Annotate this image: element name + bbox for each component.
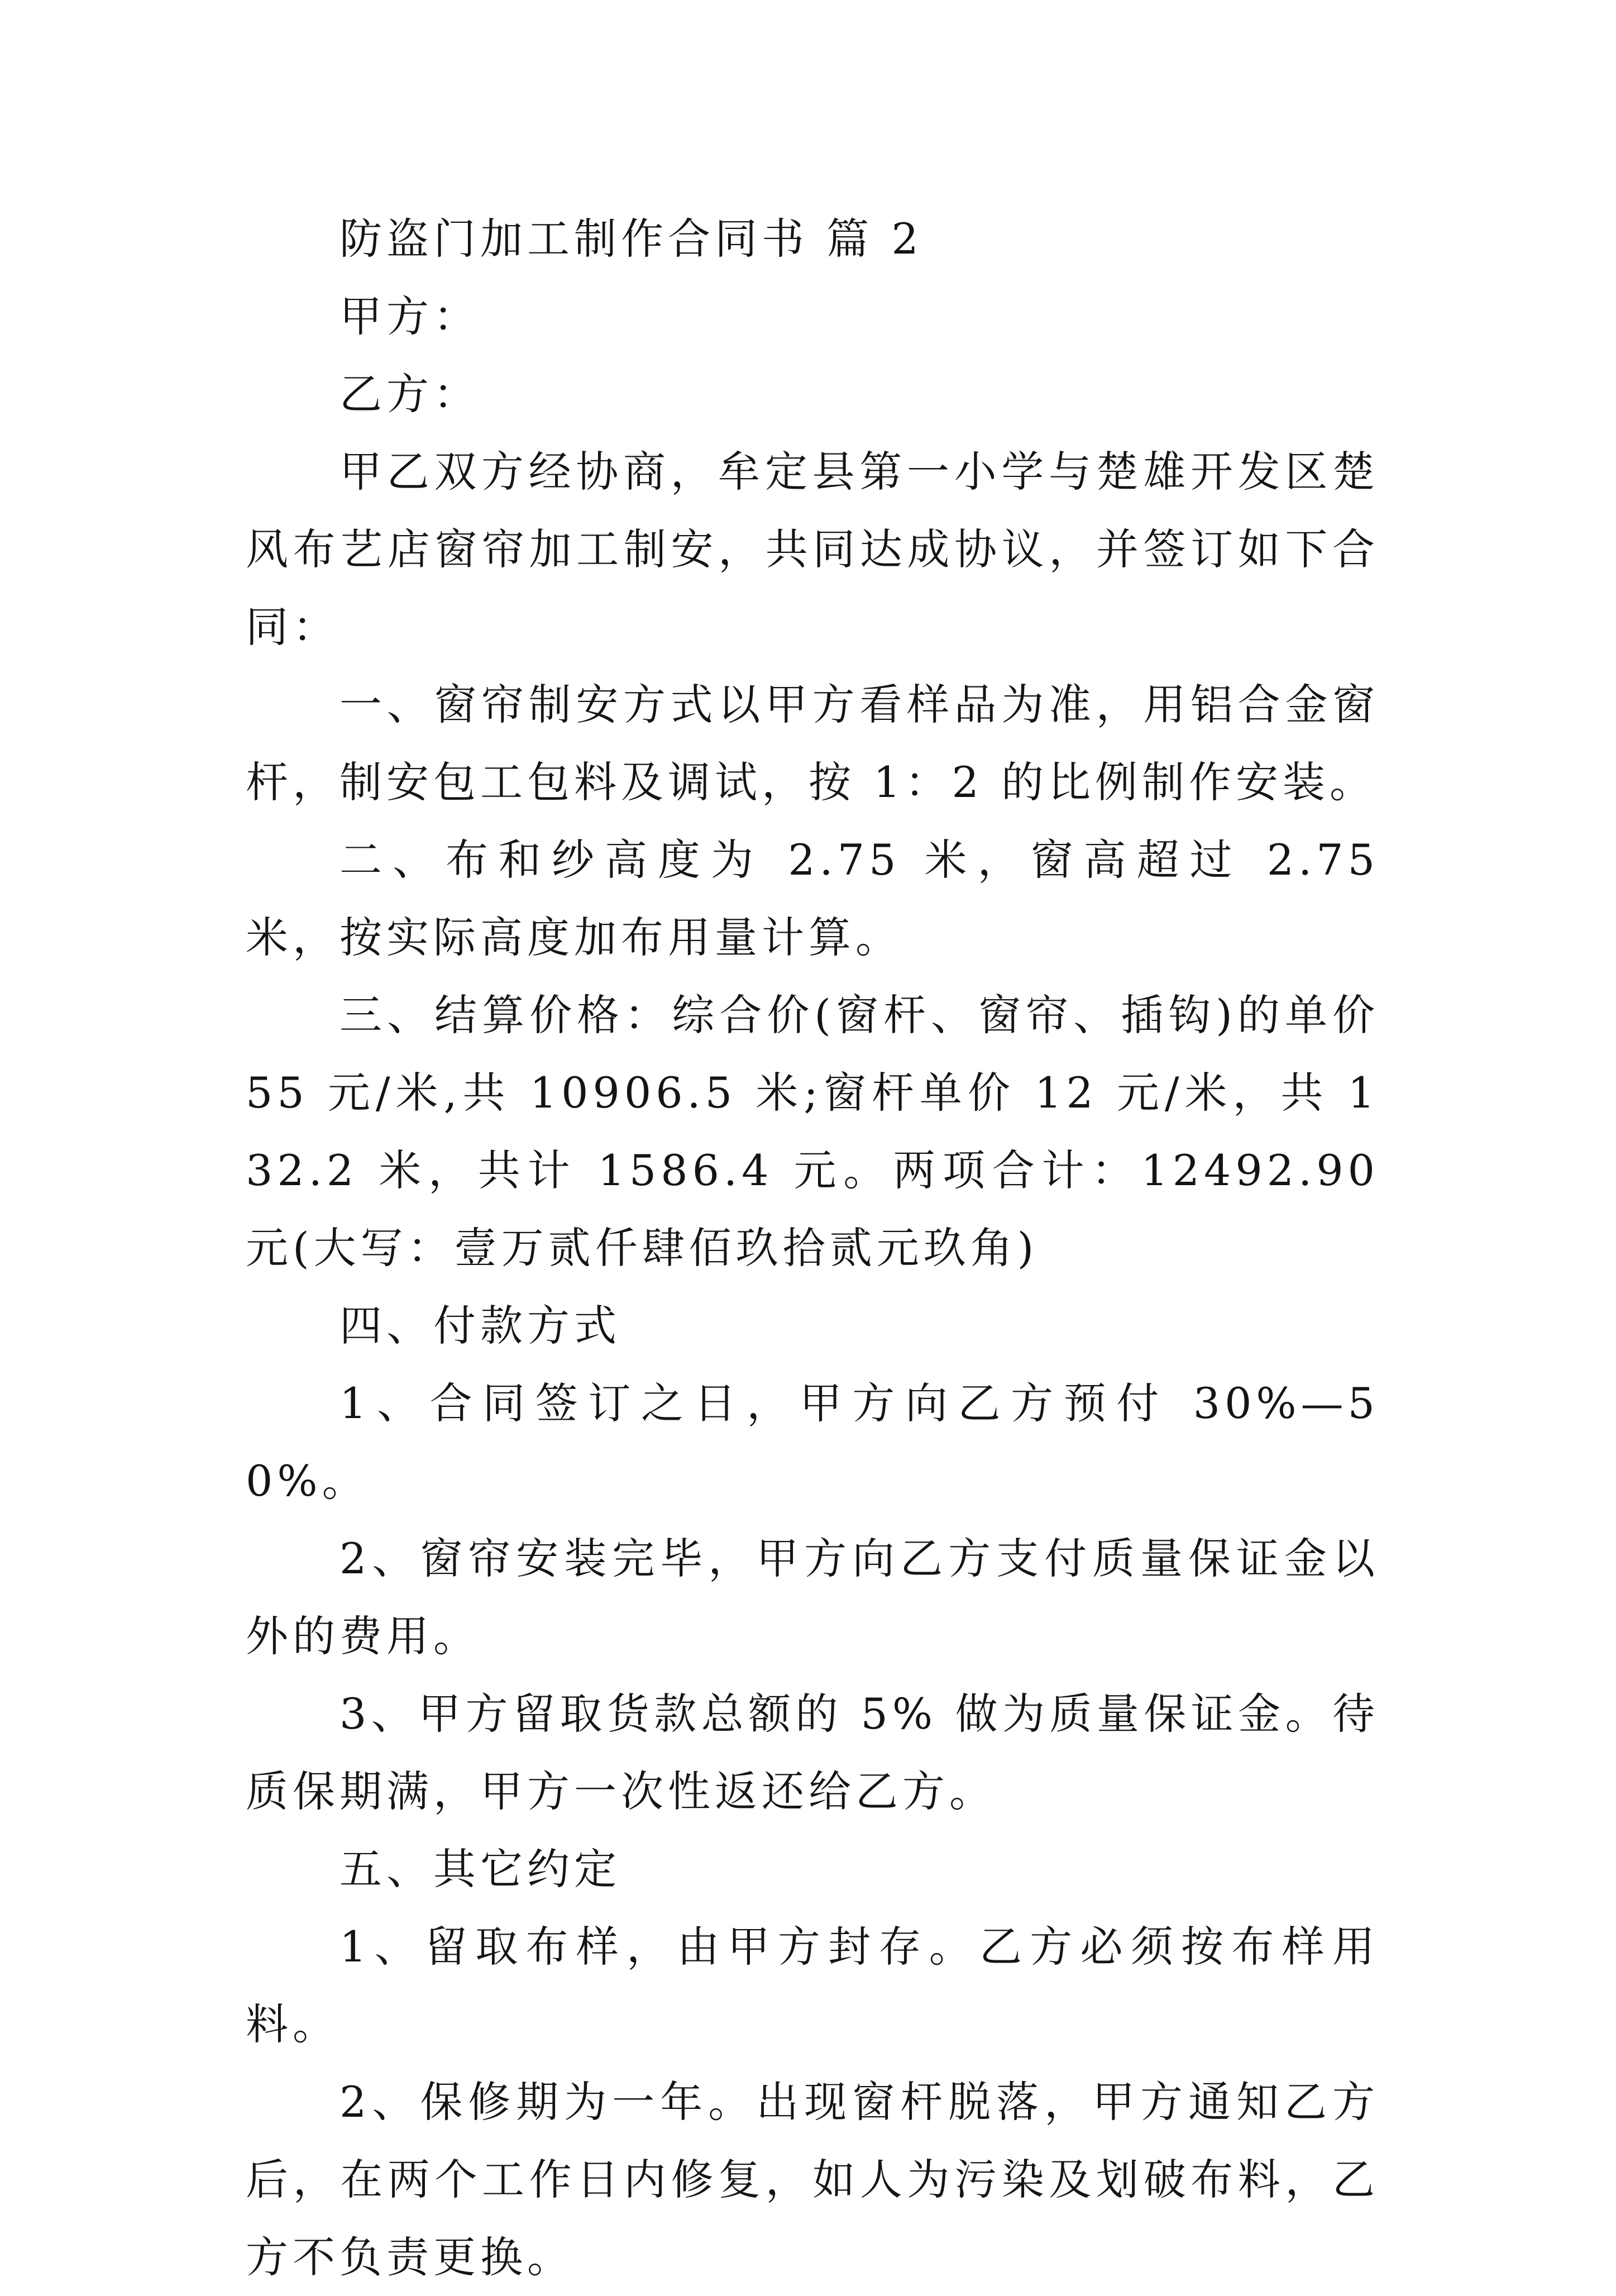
payment-item-3: 3、甲方留取货款总额的 5% 做为质量保证金。待质保期满，甲方一次性返还给乙方。 [246, 1689, 1379, 1816]
party-b-line: 乙方： [340, 369, 480, 419]
payment-item-2: 2、窗帘安装完毕，甲方向乙方支付质量保证金以外的费用。 [246, 1534, 1379, 1661]
clause-2: 二、布和纱高度为 2.75 米，窗高超过 2.75 米，按实际高度加布用量计算。 [246, 835, 1379, 962]
other-item-1: 1、留取布样，由甲方封存。乙方必须按布样用料。 [246, 1922, 1379, 2049]
clause-5-heading: 五、其它约定 [340, 1844, 621, 1894]
other-item-2: 2、保修期为一年。出现窗杆脱落，甲方通知乙方后，在两个工作日内修复，如人为污染及划破布料，乙方不负责更换。 [246, 2077, 1379, 2282]
payment-item-1: 1、合同签订之日，甲方向乙方预付 30%—50%。 [246, 1378, 1379, 1506]
clause-1: 一、窗帘制安方式以甲方看样品为准，用铝合金窗杆，制安包工包料及调试，按 1：2 的比例制作安装。 [246, 680, 1379, 807]
clause-4-heading: 四、付款方式 [340, 1301, 621, 1350]
document-body [246, 200, 1379, 2296]
party-a-line: 甲方： [340, 292, 480, 341]
agreement-intro: 甲乙双方经协商，牟定县第一小学与楚雄开发区楚风布艺店窗帘加工制安，共同达成协议，并签订如下合同： [246, 447, 1379, 652]
clause-3-pricing: 三、结算价格：综合价(窗杆、窗帘、插钩)的单价 55 元/米,共 10906.5 米;窗杆单价 12 元/米，共 132.2 米，共计 1586.4 元。两项合计：12492.90 元(大写：壹万贰仟肆佰玖拾贰元玖角) [246, 990, 1379, 1273]
document-title: 防盗门加工制作合同书 篇 2 [340, 214, 923, 264]
